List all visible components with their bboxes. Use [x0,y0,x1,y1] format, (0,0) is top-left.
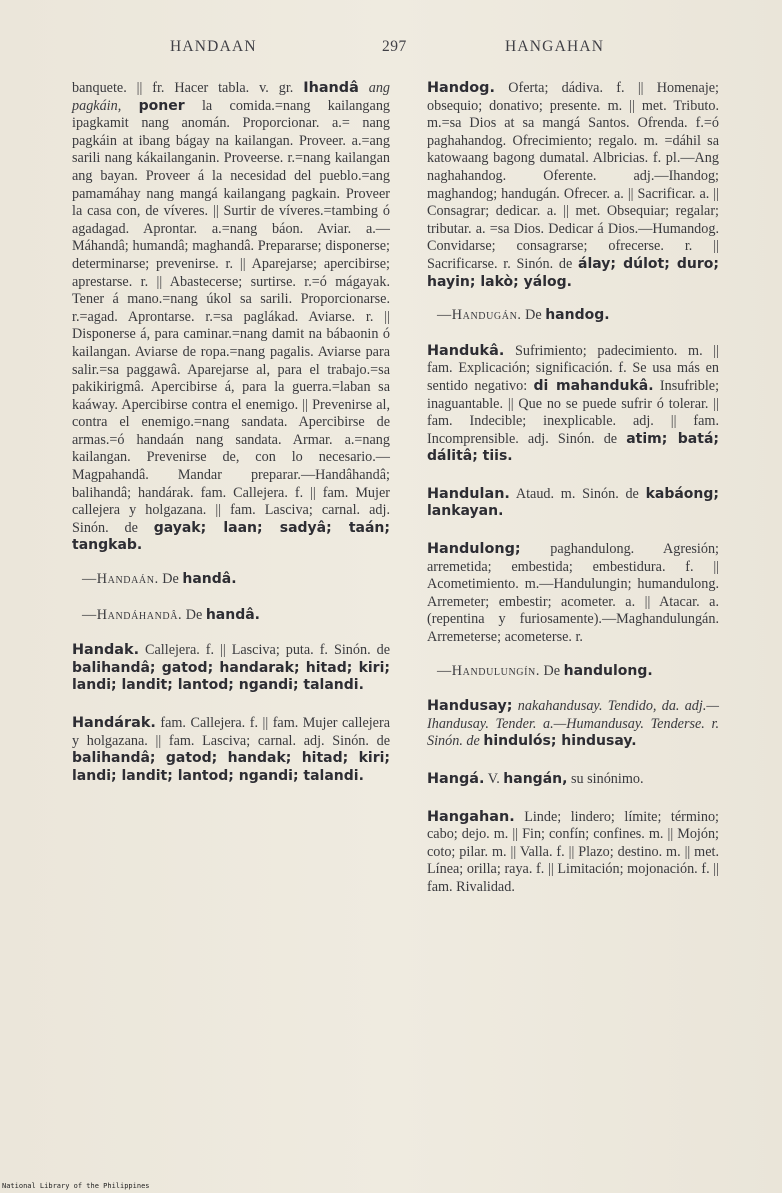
xref-target: handog. [545,307,610,324]
cross-reference-handahanda [72,607,390,625]
headword-handog: Handog. [427,80,495,96]
xref-de: De [543,662,561,679]
page-number: 297 [382,38,407,55]
entry-bold-term: di mahandukâ. [533,377,654,394]
headword-handulan: Handulan. [427,485,510,502]
entry-text: Ataud. m. Sinón. de [515,485,639,502]
entry-hangahan [427,809,719,897]
headword-handuka: Handukâ. [427,342,505,359]
headword-handarak: Handárak. [72,715,156,731]
entry-text: la comida.=nang kailangang ipagkamit nang anomán. Proporcionar. a.= nang pagkáin at ibang bágay na kailangan. Proveer. a.=ang sarili nang kákailanganin. Proveerse. r.=nang kailangan ang bayan. Proveer á la necesidad del pueblo.=ang pamamáhay nang mangá kailangang pagkain. Proveer la casa con, de víveres. || Surtir de víveres.=tambing ó agadagad. Aprontar. a.=nang báon. Aviar. a.—Máhandâ; humandâ; maghandâ. Prepararse; disponerse; determinarse; prevenirse. r. || Aparejarse; apercibirse; aprestarse. r. || Abastecerse; surtirse. r.=ó mágayak. Tener á mano.=nang úkol sa sarili. Proporcionarse. r.=agad. Aprontarse. r.=sa paglákad. Aviarse. r. || Disponerse á, para caminar.=nang damit na bábaonin ó kailangan. Aviarse de ropa.=nang pagalis. Aviarse para salir.=sa paggawâ. Aparejarse al, para el trabajo.=sa pakikirigmâ. Apercibirse á, para la guerra.=laban sa kaáway. Apercibirse contra el enemigo. || Prevenirse al, contra el enemigo.=nang sandata. Apercibirse de armas.=ó handaán nang sandata. Armar. a.=nang kailangan. Prevenirse de, con lo necesario.—Magpahandâ. Mandar preparar.—Handâhandâ; balihandâ; handárak. fam. Callejera. f. || fam. Mujer callejera y holgazana. || fam. Lasciva; carnal. adj. Sinón. de [72,97,391,536]
xref-target: handâ. [182,571,237,588]
entry-handarak [72,715,390,785]
header-right-guide-word: HANGAHAN [505,38,605,55]
synonyms: álay; dúlot; duro; hayin; lakò; yálog. [427,255,719,290]
entry-text: Sufrimiento; padecimiento. m. || fam. Explicación; significación. f. Se usa más en sentido negativo: [427,342,719,394]
entry-text: Oferta; dádiva. f. || Homenaje; obsequio; donativo; presente. m. || met. Tributo. m.=sa Dios at sa mangá Santos. Ofrenda. f.=ó paghahandog. Ofrecimiento; regalo. m. =dáhil sa katowaang bagong dumatal. Albricias. f. pl.—Ang naghahandog. Oferente. adj.—Ihandog; maghandog; handugán. Ofrecer. a. || Sacrificar. a. || Consagrar; dedicar. a. || met. Obsequiar; regalar; tributar. a. =sa Dios. Dedicar á Dios.—Humandog. Convidarse; consagrarse; ofrecerse. r. || Sacrificarse. r. Sinón. de [427,80,720,272]
synonyms: balihandâ; gatod; handak; hitad; kiri; landi; landit; lantod; ngandi; talandi. [72,750,390,784]
xref-target: handâ. [205,606,260,623]
header-left-guide-word: HANDAAN [170,38,257,55]
entry-bold-term: poner [138,97,185,114]
entry-ihanda [72,80,390,555]
xref-de: De [162,571,179,588]
xref-word: —Handugán. [437,307,522,324]
entry-handulong [427,541,719,647]
xref-de: De [525,307,542,324]
cross-reference-handulungin [427,663,719,681]
entry-hanga [427,771,719,789]
synonyms: hindulós; hindusay. [483,733,637,750]
xref-word: —Handáhandâ. [82,606,183,623]
entry-continuation-text: banquete. || fr. Hacer tabla. v. gr. [72,80,294,96]
synonyms: balihandâ; gatod; handarak; hitad; kiri; landi; landit; lantod; ngandi; talandi. [72,659,390,694]
entry-handusay [427,698,719,751]
entry-bold-term: hangán, [503,771,568,787]
headword-handulong: Handulong; [427,541,521,558]
cross-reference-handugan [427,307,719,325]
headword-hanga: Hangá. [427,771,485,787]
entry-text: V. [487,771,500,787]
entry-text: fam. Callejera. f. || fam. Mujer callejera y holgazana. || fam. Lasciva; carnal. adj. Sinón. de [72,715,391,749]
headword-ihanda: Ihandâ [303,80,359,96]
synonyms: kabáong; lankayan. [427,485,719,520]
headword-hangahan: Hangahan. [427,808,515,825]
running-header [60,38,730,62]
headword-handak: Handak. [72,642,140,659]
entry-text: Callejera. f. || Lasciva; puta. f. Sinón. de [145,642,390,659]
synonyms: gayak; laan; sadyâ; taán; tangkab. [72,519,391,554]
entry-handulan [427,486,719,521]
synonyms: atim; batá; dálitâ; tiis. [427,430,719,465]
entry-text: nakahandusay. Tendido, da. adj.—Ihandusay. Tender. a.—Humandusay. Tenderse. r. Sinón. de [427,698,719,750]
entry-handak [72,642,390,695]
xref-word: —Handulungín. [437,662,540,679]
entry-text: ang pagkáin, [72,80,391,114]
library-credit: National Library of the Philippines [2,1182,150,1190]
entry-handog [427,80,719,291]
entry-text: paghandulong. Agresión; arremetida; embestida; embestidura. f. || Acometimiento. m.—Handulungin; humandulong. Arremeter; embestir; acometer. a. || Atacar. a. (repentina y furiosamente).—Maghandulungán. Arremeterse; acometerse. r. [427,541,719,646]
entry-text: Linde; lindero; límite; término; cabo; dejo. m. || Fin; confín; confines. m. || Mojón; coto; pilar. m. || Valla. f. || Plazo; destino. m. || met. Línea; orilla; raya. f. || Limitación; mojonación. f. || fam. Rivalidad. [427,808,720,895]
xref-de: De [185,606,203,623]
entry-handuka [427,343,719,466]
headword-handusay: Handusay; [427,698,513,715]
entry-text: su sinónimo. [570,771,644,787]
xref-word: —Handaán. [82,571,159,588]
right-column [427,80,719,905]
entry-text: Insufrible; inaguantable. || Que no se puede sufrir ó tolerar. || fam. Indecible; inexplicable. adj. || fam. Incomprensible. adj. Sinón. de [427,377,720,447]
cross-reference-handaan [72,571,390,589]
xref-target: handulong. [563,662,653,679]
left-column [72,80,390,793]
